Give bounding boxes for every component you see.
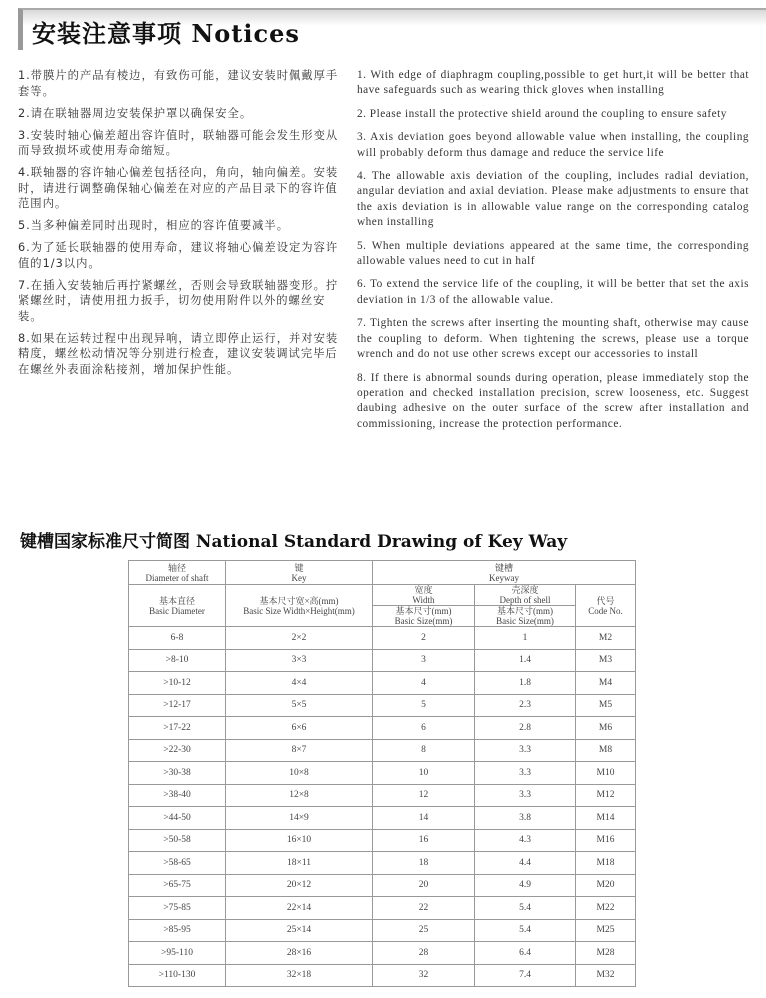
- table-row: [129, 739, 636, 762]
- keyway-table: [128, 560, 636, 987]
- table-cell: >30-38: [129, 762, 226, 785]
- table-cell: 6-8: [129, 627, 226, 650]
- table-cell: 3.3: [475, 739, 576, 762]
- table-cell: >10-12: [129, 672, 226, 695]
- table-row: [129, 874, 636, 897]
- table-cell: 3.8: [475, 807, 576, 830]
- table-cell: M8: [576, 739, 636, 762]
- notice-item: 5.当多种偏差同时出现时，相应的容许值要减半。: [18, 219, 290, 232]
- table-cell: 14×9: [226, 807, 373, 830]
- table-cell: M18: [576, 852, 636, 875]
- table-row: [129, 627, 636, 650]
- table-cell: >95-110: [129, 942, 226, 965]
- table-cell: 4.3: [475, 829, 576, 852]
- table-cell: >75-85: [129, 897, 226, 920]
- table-cell: 8: [373, 739, 475, 762]
- table-cell: M32: [576, 964, 636, 987]
- table-cell: 3.3: [475, 784, 576, 807]
- notice-item: 5. When multiple deviations appeared at the same time, the corresponding allowable values need to cut in half: [357, 239, 749, 268]
- notice-item: 1.带膜片的产品有棱边，有致伤可能，建议安装时佩戴厚手套等。: [18, 69, 339, 98]
- table-cell: M25: [576, 919, 636, 942]
- table-cell: 16×10: [226, 829, 373, 852]
- table-cell: 2: [373, 627, 475, 650]
- table-cell: M3: [576, 649, 636, 672]
- keyway-title: 键槽国家标准尺寸简图 National Standard Drawing of Key Way: [20, 532, 568, 552]
- table-cell: M28: [576, 942, 636, 965]
- th-keyway: 键槽 Keyway: [373, 561, 636, 585]
- table-cell: 4: [373, 672, 475, 695]
- table-cell: >38-40: [129, 784, 226, 807]
- table-cell: 28: [373, 942, 475, 965]
- table-cell: 18×11: [226, 852, 373, 875]
- table-cell: 8×7: [226, 739, 373, 762]
- table-cell: 2.8: [475, 717, 576, 740]
- table-cell: M20: [576, 874, 636, 897]
- table-cell: 4.9: [475, 874, 576, 897]
- table-cell: 5: [373, 694, 475, 717]
- table-cell: 3.3: [475, 762, 576, 785]
- table-row: [129, 762, 636, 785]
- notices-english: [357, 68, 749, 440]
- table-cell: 28×16: [226, 942, 373, 965]
- notice-item: 3.安装时轴心偏差超出容许值时，联轴器可能会发生形变从而导致损坏或使用寿命缩短。: [18, 128, 339, 157]
- notice-item: 8.如果在运转过程中出现异响，请立即停止运行，并对安装精度，螺丝松动情况等分别进行检查，建议安装调试完毕后在螺丝外表面涂粘接剂，增加保护性能。: [18, 331, 339, 376]
- table-cell: 32×18: [226, 964, 373, 987]
- table-row: [129, 919, 636, 942]
- th-basic-diameter: 基本直径 Basic Diameter: [129, 585, 226, 627]
- notice-item: 6. To extend the service life of the coupling, it will be better that set the axis deviation in 1/3 of the allowable value.: [357, 278, 749, 306]
- table-cell: 2×2: [226, 627, 373, 650]
- table-row: [129, 717, 636, 740]
- table-cell: 5.4: [475, 919, 576, 942]
- table-cell: >85-95: [129, 919, 226, 942]
- table-cell: >65-75: [129, 874, 226, 897]
- table-cell: 1: [475, 627, 576, 650]
- th-key: 键 Key: [226, 561, 373, 585]
- th-depth-size: 基本尺寸(mm) Basic Size(mm): [475, 606, 576, 627]
- table-cell: 5×5: [226, 694, 373, 717]
- table-cell: >8-10: [129, 649, 226, 672]
- th-key-size: 基本尺寸宽×高(mm) Basic Size Width×Height(mm): [226, 585, 373, 627]
- table-cell: 16: [373, 829, 475, 852]
- table-cell: 6: [373, 717, 475, 740]
- table-cell: 12: [373, 784, 475, 807]
- table-row: [129, 672, 636, 695]
- table-cell: M6: [576, 717, 636, 740]
- table-row: [129, 897, 636, 920]
- notice-item: 4. The allowable axis deviation of the coupling, includes radial deviation, angular deviation and axial deviation. Please make adjustments to ensure that the axis deviation is in allowable value range on the corresponding catalog when installing: [357, 170, 749, 229]
- table-row: [129, 852, 636, 875]
- th-width: 宽度 Width: [373, 585, 475, 606]
- table-row: [129, 964, 636, 987]
- table-cell: 7.4: [475, 964, 576, 987]
- notice-item: 6.为了延长联轴器的使用寿命，建议将轴心偏差设定为容许值的1/3以内。: [18, 241, 339, 270]
- table-cell: M14: [576, 807, 636, 830]
- notices-title: 安装注意事项 Notices: [32, 19, 300, 48]
- notice-item: 7. Tighten the screws after inserting the mounting shaft, otherwise may cause the coupling to deform. When tightening the screws, please use a torque wrench and do not use other screws except our accessories to install: [357, 317, 749, 361]
- table-cell: 20: [373, 874, 475, 897]
- table-cell: 1.8: [475, 672, 576, 695]
- table-cell: >58-65: [129, 852, 226, 875]
- notice-item: 7.在插入安装轴后再拧紧螺丝，否则会导致联轴器变形。拧紧螺丝时，请使用扭力扳手，切勿使用附件以外的螺丝安装。: [18, 278, 339, 323]
- notice-item: 2. Please install the protective shield around the coupling to ensure safety: [357, 107, 727, 120]
- table-cell: M2: [576, 627, 636, 650]
- table-cell: M16: [576, 829, 636, 852]
- table-row: [129, 694, 636, 717]
- table-cell: M4: [576, 672, 636, 695]
- table-row: [129, 784, 636, 807]
- table-cell: 22×14: [226, 897, 373, 920]
- table-cell: 2.3: [475, 694, 576, 717]
- table-cell: M22: [576, 897, 636, 920]
- table-cell: 1.4: [475, 649, 576, 672]
- table-cell: >17-22: [129, 717, 226, 740]
- table-cell: >110-130: [129, 964, 226, 987]
- table-row: [129, 942, 636, 965]
- table-cell: 4.4: [475, 852, 576, 875]
- th-depth: 壳深度 Depth of shell: [475, 585, 576, 606]
- th-code: 代号 Code No.: [576, 585, 636, 627]
- table-row: [129, 829, 636, 852]
- notice-item: 8. If there is abnormal sounds during operation, please immediately stop the operation and checked installation precision, screw looseness, etc. Suggest daubing adhesive on the outer surface of the screw after installation and commissioning, increase the protection performance.: [357, 371, 749, 430]
- table-cell: 22: [373, 897, 475, 920]
- table-cell: M10: [576, 762, 636, 785]
- table-cell: 3×3: [226, 649, 373, 672]
- table-cell: 6×6: [226, 717, 373, 740]
- table-cell: >22-30: [129, 739, 226, 762]
- table-cell: 3: [373, 649, 475, 672]
- notice-item: 3. Axis deviation goes beyond allowable value when installing, the coupling will probably deform thus damage and reduce the service life: [357, 131, 749, 159]
- table-cell: 25×14: [226, 919, 373, 942]
- table-cell: 6.4: [475, 942, 576, 965]
- notice-item: 2.请在联轴器周边安装保护罩以确保安全。: [18, 106, 253, 120]
- table-cell: 32: [373, 964, 475, 987]
- table-cell: >44-50: [129, 807, 226, 830]
- table-cell: >50-58: [129, 829, 226, 852]
- th-width-size: 基本尺寸(mm) Basic Size(mm): [373, 606, 475, 627]
- table-cell: 4×4: [226, 672, 373, 695]
- notice-item: 1. With edge of diaphragm coupling,possible to get hurt,it will be better that have safeguards such as wearing thick gloves when installing: [357, 69, 749, 97]
- table-row: [129, 807, 636, 830]
- table-cell: 12×8: [226, 784, 373, 807]
- table-cell: 25: [373, 919, 475, 942]
- table-cell: 14: [373, 807, 475, 830]
- table-cell: M5: [576, 694, 636, 717]
- table-cell: 18: [373, 852, 475, 875]
- table-row: [129, 649, 636, 672]
- notice-item: 4.联轴器的容许轴心偏差包括径向，角向，轴向偏差。安装时，请进行调整确保轴心偏差在对应的产品目录下的容许值范围内。: [18, 166, 339, 210]
- table-cell: 5.4: [475, 897, 576, 920]
- table-cell: 10×8: [226, 762, 373, 785]
- table-cell: 20×12: [226, 874, 373, 897]
- table-cell: M12: [576, 784, 636, 807]
- th-shaft: 轴径 Diameter of shaft: [129, 561, 226, 585]
- table-cell: >12-17: [129, 694, 226, 717]
- notices-chinese: [18, 68, 340, 384]
- table-cell: 10: [373, 762, 475, 785]
